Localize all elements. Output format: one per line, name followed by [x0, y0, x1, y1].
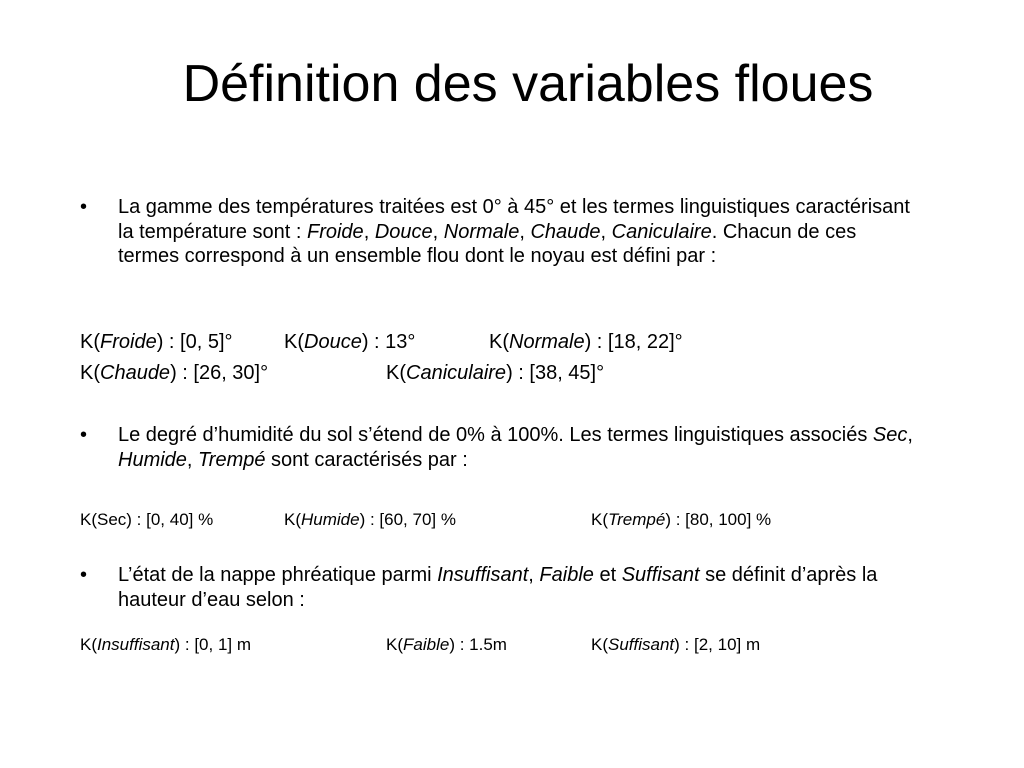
- bullet-text: La gamme des températures traitées est 0° à 45° et les termes linguistiques caractérisant la température sont : Froide, Douce, Normale, Chaude, Caniculaire. Chacun de ces termes correspond à un ensemble flou dont le noyau est défini par :: [118, 196, 910, 267]
- kernel-faible: K(Faible) : 1.5m: [386, 635, 507, 654]
- kernel-insuffisant: K(Insuffisant) : [0, 1] m: [80, 635, 252, 654]
- kernel-suffisant: K(Suffisant) : [2, 10] m: [591, 635, 761, 654]
- bullet-water-table: [80, 563, 920, 612]
- kernel-chaude: K(Chaude) : [26, 30]°: [80, 362, 269, 384]
- slide-title: Définition des variables floues: [182, 55, 874, 113]
- bullet-dot: •: [80, 196, 88, 218]
- kernel-sec: K(Sec) : [0, 40] %: [80, 510, 214, 529]
- bullet-text: L’état de la nappe phréatique parmi Insuffisant, Faible et Suffisant se définit d’après la hauteur d’eau selon :: [118, 564, 878, 611]
- kernel-caniculaire: K(Caniculaire) : [38, 45]°: [386, 362, 605, 384]
- kernel-douce: K(Douce) : 13°: [284, 331, 416, 353]
- bullet-dot: •: [80, 424, 88, 446]
- bullet-humidity: [80, 423, 920, 472]
- kernel-normale: K(Normale) : [18, 22]°: [489, 331, 683, 353]
- bullet-temperature: [80, 195, 920, 269]
- kernel-humide: K(Humide) : [60, 70] %: [284, 510, 456, 529]
- bullet-dot: •: [80, 564, 88, 586]
- kernel-froide: K(Froide) : [0, 5]°: [80, 331, 233, 353]
- kernel-trempe: K(Trempé) : [80, 100] %: [591, 510, 772, 529]
- bullet-text: Le degré d’humidité du sol s’étend de 0% à 100%. Les termes linguistiques associés Sec, Humide, Trempé sont caractérisés par :: [118, 424, 913, 471]
